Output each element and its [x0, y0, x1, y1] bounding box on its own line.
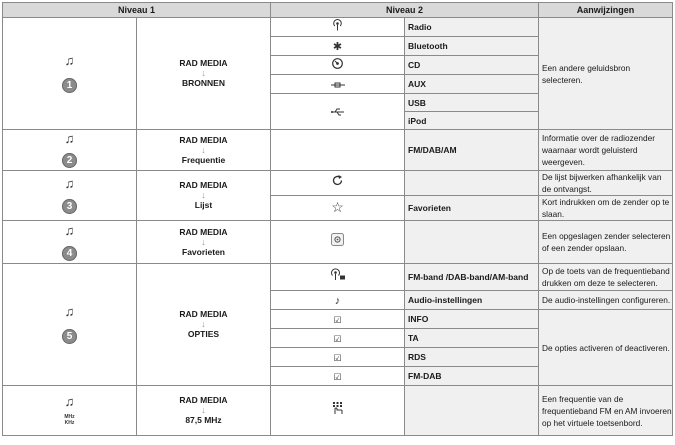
step-badge-5: 5: [62, 329, 77, 344]
item-info[interactable]: INFO: [405, 310, 539, 329]
note-refresh: De lijst bijwerken afhankelijk van de ontvangst.: [539, 171, 673, 196]
step-badge-2: 2: [62, 153, 77, 168]
section-3-level1: [137, 171, 271, 221]
usb-icon: [271, 94, 405, 130]
item-fm-dab[interactable]: FM-DAB: [405, 367, 539, 386]
section-4-level1: [137, 221, 271, 264]
section-1-level1: [137, 18, 271, 130]
item-cd[interactable]: CD: [405, 56, 539, 75]
arrow-down-icon: ↓: [201, 68, 206, 78]
item-rds[interactable]: RDS: [405, 348, 539, 367]
header-aanwijzingen: Aanwijzingen: [539, 3, 673, 18]
audio-settings-icon[interactable]: ♪: [271, 291, 405, 310]
item-band[interactable]: FM-band /DAB-band/AM-band: [405, 264, 539, 291]
note-audio: De audio-instellingen configureren.: [539, 291, 673, 310]
level1-title: RAD MEDIA: [179, 309, 228, 319]
item-audio[interactable]: Audio-instellingen: [405, 291, 539, 310]
checkbox-icon[interactable]: ☑: [271, 348, 405, 367]
level1-sub: BRONNEN: [182, 78, 225, 88]
header-niveau-1: Niveau 1: [3, 3, 271, 18]
item-ta[interactable]: TA: [405, 329, 539, 348]
arrow-down-icon: ↓: [201, 144, 206, 155]
step-badge-1: 1: [62, 78, 77, 93]
keypad-icon[interactable]: [271, 386, 405, 436]
music-note-icon: ♫: [64, 131, 75, 146]
item-fm-dab-am[interactable]: FM/DAB/AM: [405, 130, 539, 171]
music-note-icon: ♫: [64, 53, 75, 68]
checkbox-icon[interactable]: ☑: [271, 367, 405, 386]
music-note-icon: ♫: [64, 394, 75, 409]
aux-plug-icon: [271, 75, 405, 94]
band-antenna-icon[interactable]: [271, 264, 405, 291]
music-note-icon: ♫: [64, 222, 75, 238]
section-6-level1: [137, 386, 271, 436]
music-note-icon: ♫: [64, 304, 75, 319]
note-favorite: Kort indrukken om de zender op te slaan.: [539, 196, 673, 221]
mhz-label: MHz: [64, 414, 75, 420]
radio-antenna-icon: [271, 18, 405, 37]
note-preset: Een opgeslagen zender selecteren of een zender opslaan.: [539, 221, 673, 264]
checkbox-icon[interactable]: ☑: [271, 329, 405, 348]
section-4-icons: [3, 221, 137, 264]
item-ipod[interactable]: iPod: [405, 112, 539, 130]
section-2-icons: [3, 130, 137, 171]
note-source: Een andere geluidsbron selecteren.: [539, 18, 673, 130]
item-preset[interactable]: [405, 221, 539, 264]
level1-sub: Frequentie: [181, 154, 226, 165]
arrow-down-icon: ↓: [201, 319, 206, 329]
checkbox-icon[interactable]: ☑: [271, 310, 405, 329]
menu-table: [2, 2, 673, 436]
section-2-level1: [137, 130, 271, 171]
level1-sub: 87,5 MHz: [185, 415, 222, 425]
section-3-icons: [3, 171, 137, 221]
arrow-down-icon: ↓: [201, 236, 206, 247]
music-note-icon: ♫: [64, 176, 75, 191]
section-6-icons: [3, 386, 137, 436]
step-badge-4: 4: [62, 246, 77, 261]
note-frequency: Informatie over de radiozender waarnaar wordt geluisterd weergeven.: [539, 130, 673, 171]
level1-title: RAD MEDIA: [179, 58, 228, 68]
level1-title: RAD MEDIA: [179, 134, 228, 145]
cd-icon: [271, 56, 405, 75]
khz-label: KHz: [64, 420, 75, 426]
item-refresh[interactable]: [405, 171, 539, 196]
item-bluetooth[interactable]: Bluetooth: [405, 37, 539, 56]
section-5-icons: [3, 264, 137, 386]
level1-sub: Lijst: [194, 200, 213, 210]
preset-station-icon[interactable]: [271, 221, 405, 264]
step-badge-3: 3: [62, 199, 77, 214]
item-keypad[interactable]: [405, 386, 539, 436]
note-keypad: Een frequentie van de frequentieband FM en AM invoeren op het virtuele toetsenbord.: [539, 386, 673, 436]
arrow-down-icon: ↓: [201, 190, 206, 200]
level1-title: RAD MEDIA: [179, 395, 228, 405]
item-aux[interactable]: AUX: [405, 75, 539, 94]
arrow-down-icon: ↓: [201, 405, 206, 415]
level1-sub: OPTIES: [187, 329, 220, 339]
note-options: De opties activeren of deactiveren.: [539, 310, 673, 386]
section-5-level1: [137, 264, 271, 386]
refresh-icon[interactable]: [271, 171, 405, 196]
note-band: Op de toets van de frequentieband drukken om deze te selecteren.: [539, 264, 673, 291]
item-favorieten[interactable]: Favorieten: [405, 196, 539, 221]
level1-title: RAD MEDIA: [179, 180, 228, 190]
level1-sub: Favorieten: [182, 246, 225, 257]
header-niveau-2: Niveau 2: [271, 3, 539, 18]
level1-title: RAD MEDIA: [179, 226, 228, 237]
item-radio[interactable]: Radio: [405, 18, 539, 37]
empty-icon-cell: [271, 130, 405, 171]
section-1-icons: [3, 18, 137, 130]
bluetooth-icon: ✱: [271, 37, 405, 56]
star-icon[interactable]: ☆: [271, 196, 405, 221]
item-usb[interactable]: USB: [405, 94, 539, 112]
